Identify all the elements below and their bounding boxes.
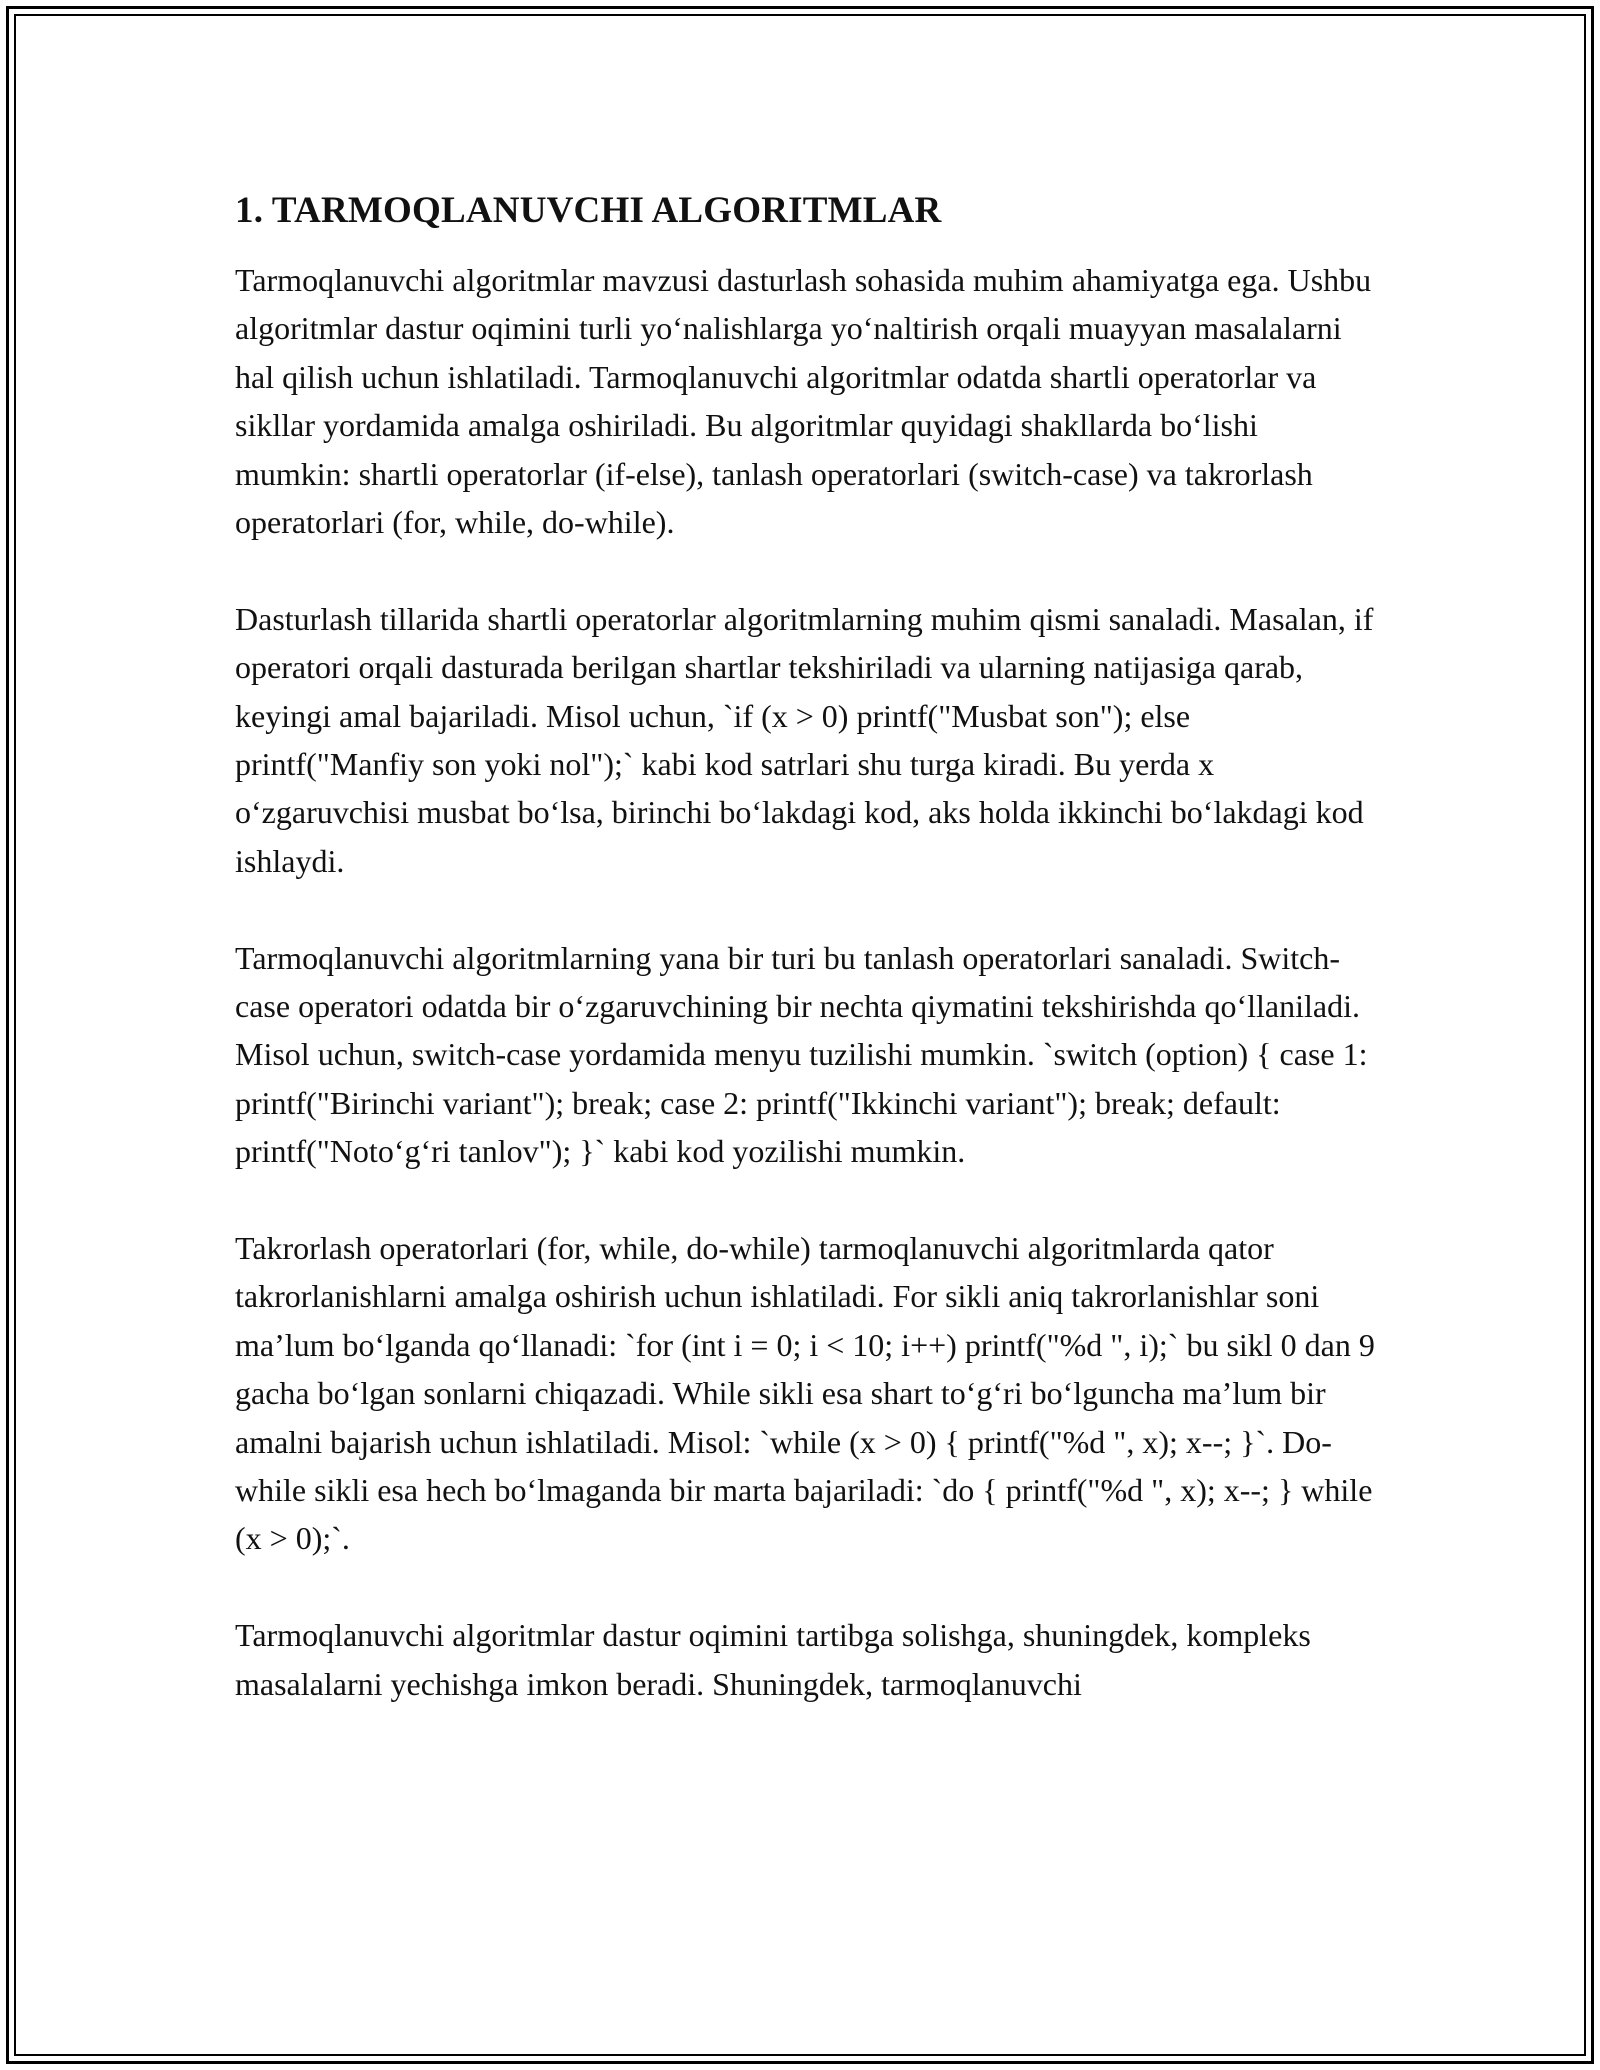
paragraph-loops: Takrorlash operatorlari (for, while, do-while) tarmoqlanuvchi algoritmlarda qator takrorlanishlarni amalga oshirish uchun ishlatiladi. For sikli aniq takrorlanishlar soni ma’lum bo‘lganda qo‘llanadi: `for (int i = 0; i < 10; i++) printf("%d ", i);` bu sikl 0 dan 9 gacha bo‘lgan sonlarni chiqazadi. While sikli esa shart to‘g‘ri bo‘lguncha ma’lum bir amalni bajarish uchun ishlatiladi. Misol: `while (x > 0) { printf("%d ", x); x--; }`. Do-while sikli esa hech bo‘lmaganda bir marta bajariladi: `do { printf("%d ", x); x--; } while (x > 0);`. [235, 1230, 1375, 1557]
document-body [235, 186, 1375, 1756]
paragraph-conditional-operators: Dasturlash tillarida shartli operatorlar algoritmlarning muhim qismi sanaladi. Masalan, if operatori orqali dasturada berilgan shartlar tekshiriladi va ularning natijasiga qarab, keyingi amal bajariladi. Misol uchun, `if (x > 0) printf("Musbat son"); else printf("Manfiy son yoki nol");` kabi kod satrlari shu turga kiradi. Bu yerda x o‘zgaruvchisi musbat bo‘lsa, birinchi bo‘lakdagi kod, aks holda ikkinchi bo‘lakdagi kod ishlaydi. [235, 600, 1374, 879]
paragraph-conclusion: Tarmoqlanuvchi algoritmlar dastur oqimini tartibga solishga, shuningdek, kompleks masalalarni yechishga imkon beradi. Shuningdek, tarmoqlanuvchi [235, 1617, 1311, 1702]
section-title: 1. TARMOQLANUVCHI ALGORITMLAR [235, 190, 942, 231]
paragraph-intro: Tarmoqlanuvchi algoritmlar mavzusi dasturlash sohasida muhim ahamiyatga ega. Ushbu algoritmlar dastur oqimini turli yo‘nalishlarga yo‘naltirish orqali muayyan masalalarni hal qilish uchun ishlatiladi. Tarmoqlanuvchi algoritmlar odatda shartli operatorlar va sikllar yordamida amalga oshiriladi. Bu algoritmlar quyidagi shakllarda bo‘lishi mumkin: shartli operatorlar (if-else), tanlash operatorlari (switch-case) va takrorlash operatorlari (for, while, do-while). [235, 261, 1372, 540]
paragraph-switch-case: Tarmoqlanuvchi algoritmlarning yana bir turi bu tanlash operatorlari sanaladi. Switch-case operatori odatda bir o‘zgaruvchining bir nechta qiymatini tekshirishda qo‘llaniladi. Misol uchun, switch-case yordamida menyu tuzilishi mumkin. `switch (option) { case 1: printf("Birinchi variant"); break; case 2: printf("Ikkinchi variant"); break; default: printf("Noto‘g‘ri tanlov"); }` kabi kod yozilishi mumkin. [235, 939, 1368, 1170]
